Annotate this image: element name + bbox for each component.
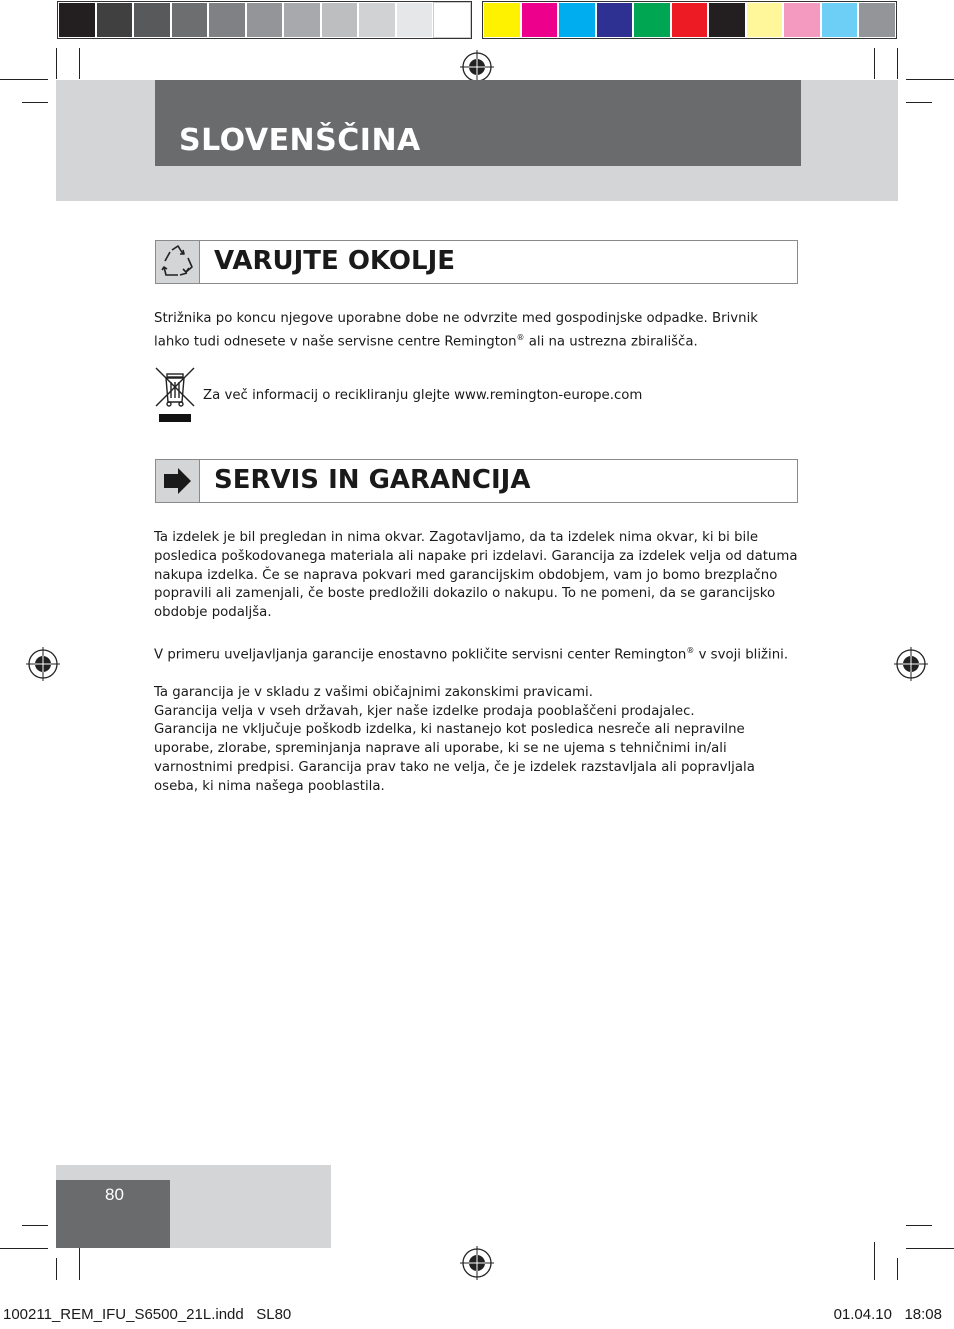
text-line: uporabe, zlorabe, spreminjanja naprave ali uporabe, ki se ne ujema s tehničnimi in/ali	[154, 741, 727, 757]
section-title-environment: VARUJTE OKOLJE	[214, 246, 456, 276]
crossed-bin-icon	[154, 366, 196, 424]
registration-mark-top	[460, 50, 494, 84]
title-bar	[155, 80, 801, 166]
registration-mark-bottom	[460, 1246, 494, 1280]
text-line: obdobje podaljša.	[154, 605, 272, 621]
section-title-service: SERVIS IN GARANCIJA	[214, 465, 531, 495]
text-line: Ta garancija je v skladu z vašimi običajnimi zakonskimi pravicami.	[154, 684, 593, 700]
text-line: Garancija ne vključuje poškodb izdelka, ki nastanejo kot posledica nesreče ali nepravilne	[154, 722, 745, 738]
text-line: nakupa izdelka. Če se naprava pokvari med garancijskim obdobjem, vam jo bomo brezplačno	[154, 567, 778, 583]
registration-mark-left	[26, 647, 60, 681]
text-line: popravili ali zamenjali, če boste predložili dokazilo o nakupu. To ne pomeni, da se garancijsko	[154, 586, 776, 602]
environment-text	[154, 310, 804, 352]
section-icon-box	[156, 460, 200, 502]
recycle-icon	[156, 241, 199, 283]
slug-datetime: 01.04.10 18:08	[833, 1306, 942, 1323]
page-title: SLOVENŠČINA	[179, 123, 421, 158]
page-number-box	[56, 1180, 170, 1248]
section-icon-box	[156, 241, 200, 283]
color-bar-frame	[57, 1, 472, 39]
slug-filename: 100211_REM_IFU_S6500_21L.indd SL80	[3, 1306, 292, 1323]
text-line: varnostnimi predpisi. Garancija prav tako ne velja, če je izdelek razstavljala ali popravljala	[154, 759, 755, 775]
text-line: Garancija velja v vseh državah, kjer naše izdelke prodaja pooblaščeni prodajalec.	[154, 703, 695, 719]
section-header-environment	[155, 240, 798, 284]
text-line: V primeru uveljavljanja garancije enostavno pokličite servisni center Remington® v svoji bližini.	[154, 645, 789, 663]
text-line: Ta izdelek je bil pregledan in nima okvar. Zagotavljamo, da ta izdelek nima okvar, ki bi bile	[154, 530, 759, 545]
recycling-info: Za več informacij o recikliranju glejte www.remington-europe.com	[203, 388, 643, 403]
color-bar-frame	[482, 1, 897, 39]
text-line: Strižnika po koncu njegove uporabne dobe ne odvrzite med gospodinjske odpadke. Brivnik	[154, 311, 758, 326]
text-line: oseba, ki nima našega pooblastila.	[154, 778, 385, 794]
section-header-service	[155, 459, 798, 503]
text-line: lahko tudi odnesete v naše servisne centre Remington® ali na ustrezna zbirališča.	[154, 332, 698, 350]
page-number: 80	[105, 1185, 124, 1204]
text-line: posledica poškodovanega materiala ali napake pri izdelavi. Garancija za izdelek velja od datuma	[154, 548, 798, 564]
service-text	[154, 529, 804, 797]
arrow-right-icon	[156, 460, 199, 502]
registration-mark-right	[894, 647, 928, 681]
